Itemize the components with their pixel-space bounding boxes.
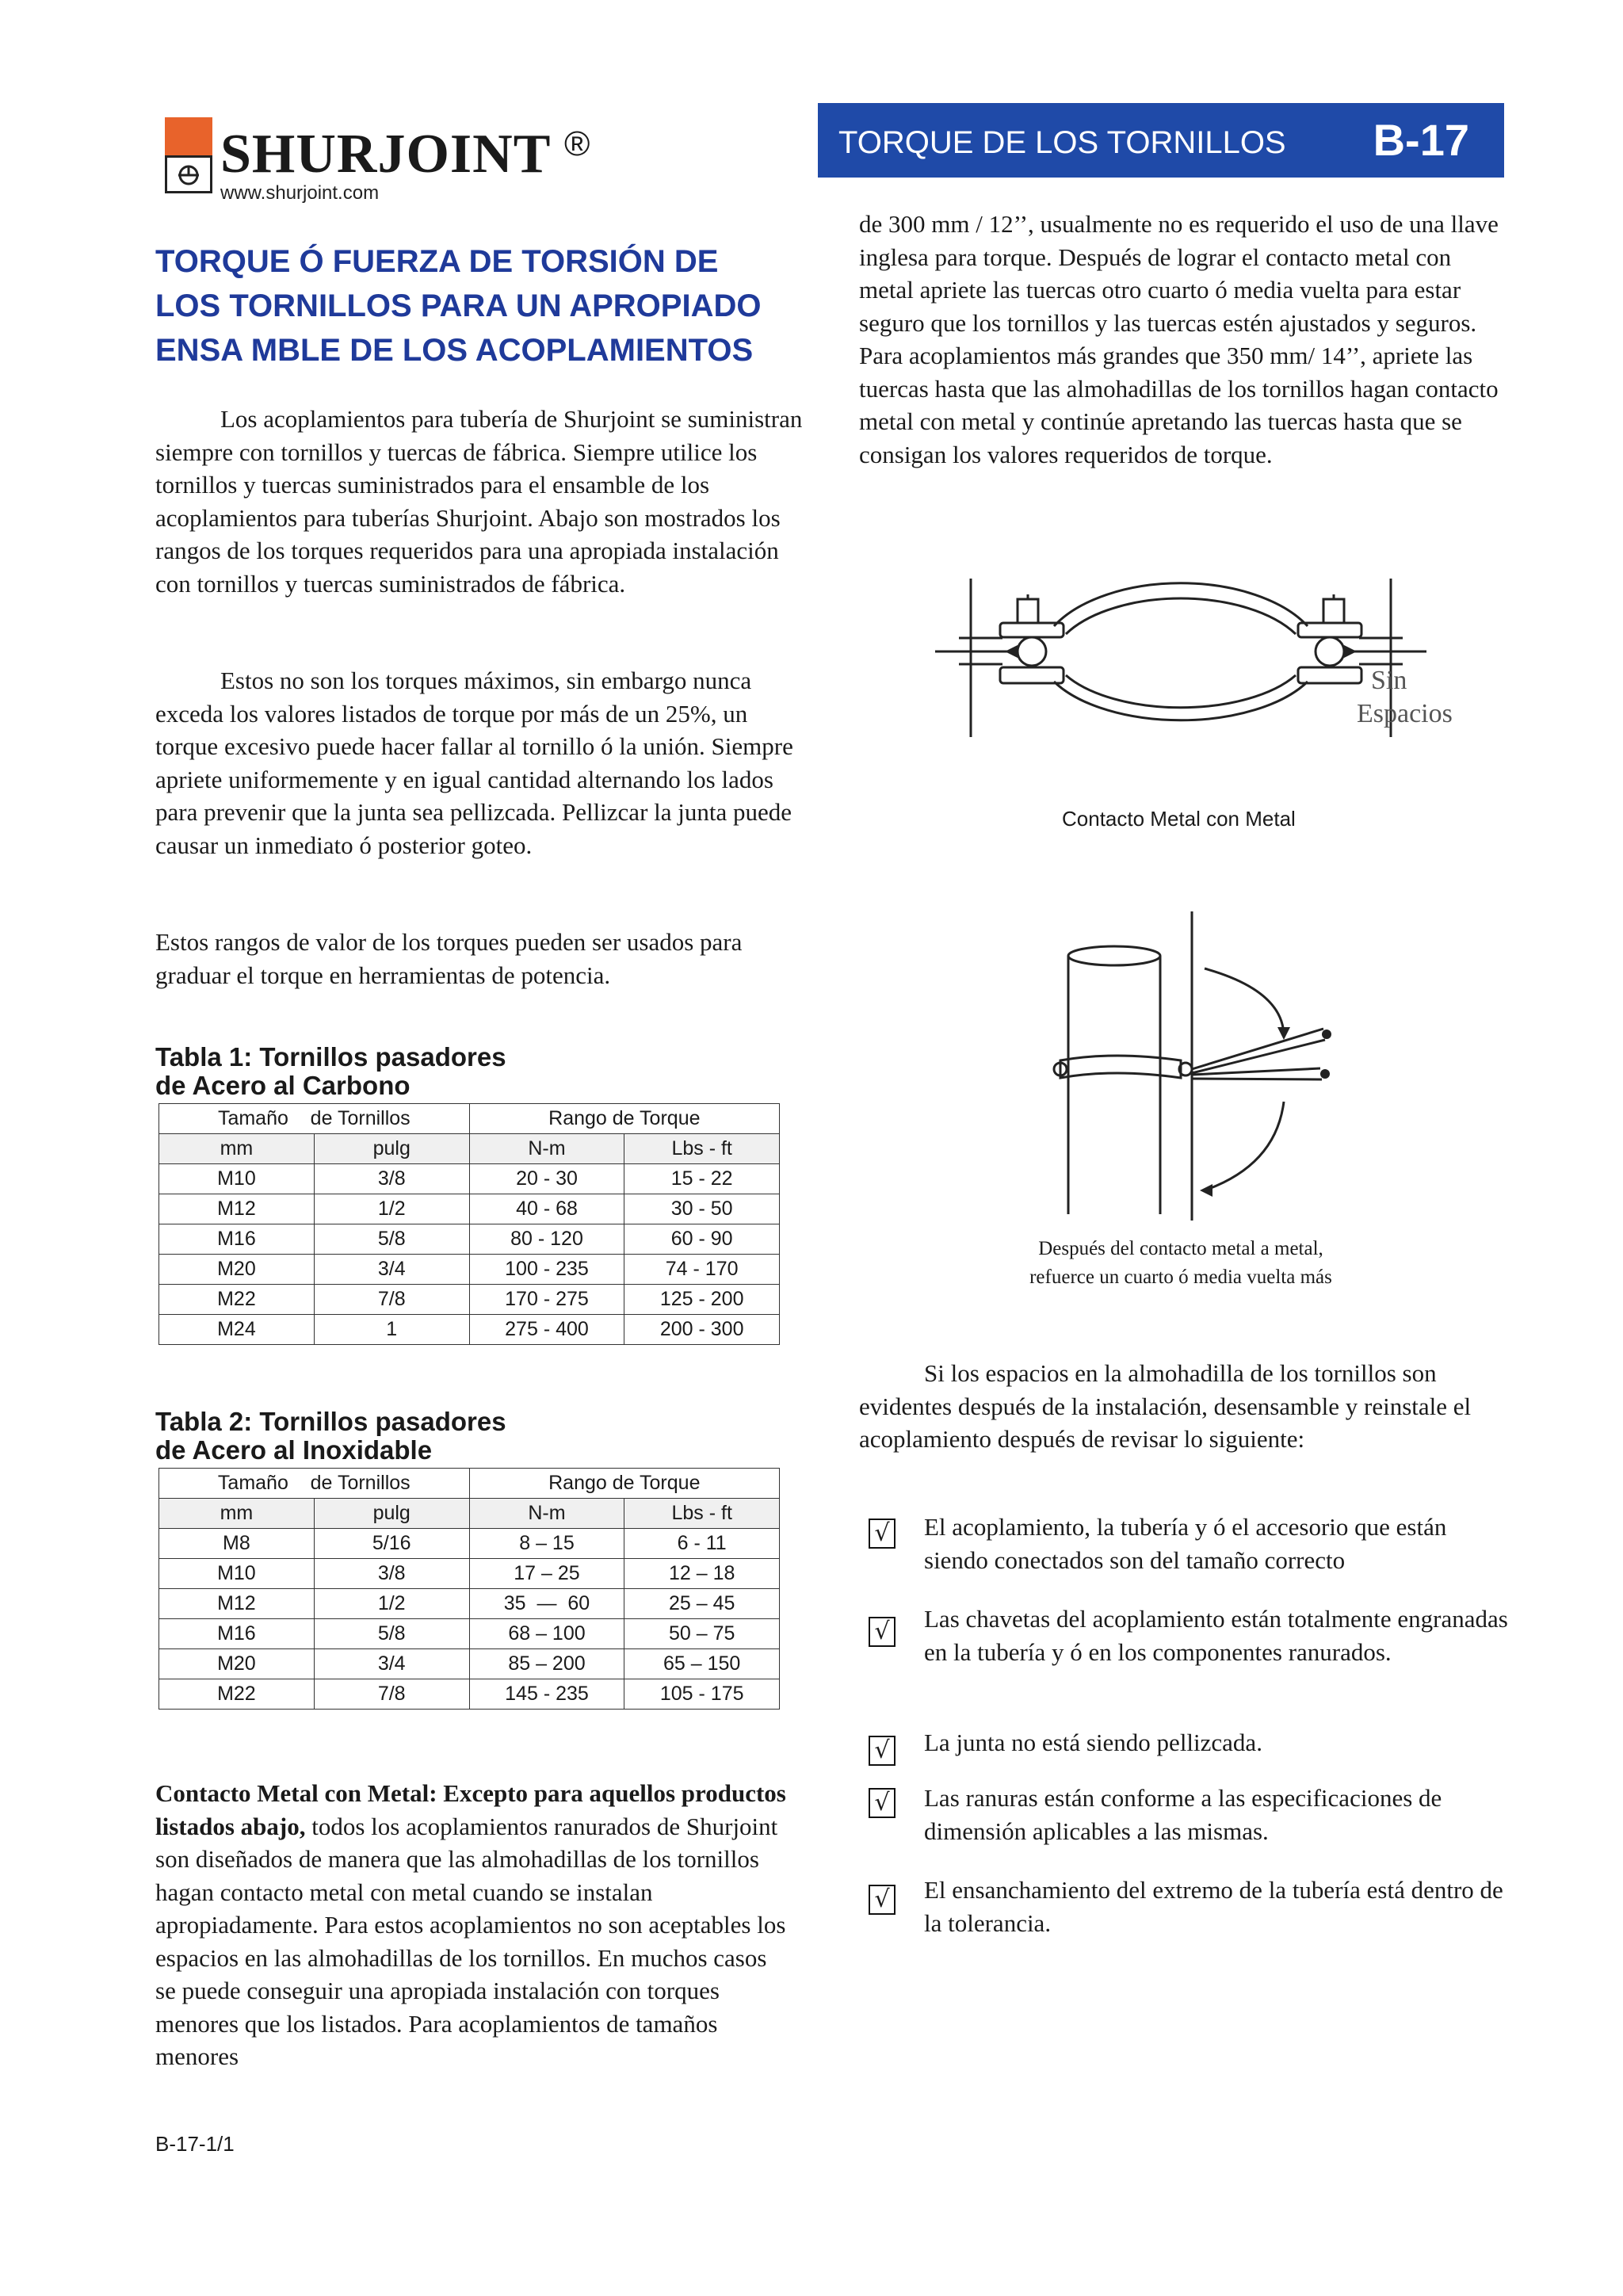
checkbox-icon: √ [869,1885,896,1915]
table2-group-header: Tamaño de Tornillos [159,1469,470,1499]
figure2-caption-line-1: Después del contacto metal a metal, [1038,1238,1323,1259]
table2-group-header: Rango de Torque [469,1469,779,1499]
table-row [159,1164,780,1194]
table-row [159,1255,780,1285]
table-cell: M16 [159,1224,315,1255]
checklist-item: El acoplamiento, la tubería y ó el accesorio que están siendo conectados son del tamaño correcto [924,1513,1447,1574]
table-cell: 65 – 150 [624,1649,780,1679]
table-cell: 15 - 22 [624,1164,780,1194]
checklist-item: La junta no está siendo pellizcada. [924,1729,1262,1756]
intro-paragraph: Los acoplamientos para tubería de Shurjoint se suministran siempre con tornillos y tuercas de fábrica. Siempre utilice los tornillos y tuercas suministrados para el ensamble de los acoplamientos para tuberías Shurjoint. Abajo son mostrados los rangos de los torques requeridos para una apropiada instalación con tornillos y tuercas suministrados de fábrica. [155,405,803,598]
checklist-item: Las ranuras están conforme a las especificaciones de dimensión aplicables a las mismas. [924,1784,1442,1845]
table-cell: M20 [159,1649,315,1679]
checkbox-icon: √ [869,1736,896,1766]
page-heading [155,239,829,372]
power-tool-paragraph: Estos rangos de valor de los torques pueden ser usados para graduar el torque en herramientas de potencia. [155,928,743,989]
table-cell: M22 [159,1679,315,1710]
table-cell: 85 – 200 [469,1649,624,1679]
no-gap-label-line-1: Sin [1371,666,1407,695]
table-cell: 30 - 50 [624,1194,780,1224]
heading-line-2: LOS TORNILLOS PARA UN APROPIADO [155,288,762,323]
table-cell: 145 - 235 [469,1679,624,1710]
table-cell: 7/8 [314,1679,469,1710]
figure1-caption: Contacto Metal con Metal [1062,807,1296,831]
table-cell: 17 – 25 [469,1559,624,1589]
table-row [159,1315,780,1345]
table2-col-header: mm [159,1499,315,1529]
table-cell: M10 [159,1164,315,1194]
metal-contact-lead: Contacto Metal con Metal: Excepto para aquellos productos listados abajo, [155,1779,786,1840]
table-cell: 3/4 [314,1649,469,1679]
table-cell: 105 - 175 [624,1679,780,1710]
table-cell: M24 [159,1315,315,1345]
table-cell: 1/2 [314,1589,469,1619]
table-cell: M10 [159,1559,315,1589]
table-cell: 100 - 235 [469,1255,624,1285]
table-cell: M12 [159,1194,315,1224]
table-row [159,1559,780,1589]
table1-title-line-2: de Acero al Carbono [155,1071,411,1100]
table-cell: 80 - 120 [469,1224,624,1255]
table-cell: 3/4 [314,1255,469,1285]
gap-check-paragraph: Si los espacios en la almohadilla de los tornillos son evidentes después de la instalación, desensamble y reinstale el acoplamiento después de revisar lo siguiente: [859,1359,1472,1453]
section-header-bar [818,103,1504,178]
table-cell: 5/16 [314,1529,469,1559]
table-cell: M22 [159,1285,315,1315]
table-cell: 1 [314,1315,469,1345]
registered-mark: ® [564,124,590,163]
checklist-item: El ensanchamiento del extremo de la tubería está dentro de la tolerancia. [924,1876,1503,1937]
table1-carbon-steel [158,1103,780,1345]
table-cell: 40 - 68 [469,1194,624,1224]
table1-title [155,1043,506,1100]
table2-col-header: Lbs - ft [624,1499,780,1529]
table-cell: M12 [159,1589,315,1619]
section-title: TORQUE DE LOS TORNILLOS [838,125,1286,160]
right-continuation-paragraph: de 300 mm / 12’’, usualmente no es requerido el uso de una llave inglesa para torque. Después de lograr el contacto metal con metal apriete las tuercas otro cuarto ó media vuelta para estar seguro que los tornillos y las tuercas estén ajustados y seguros. Para acoplamientos más grandes que 350 mm/ 14’’, apriete las tuercas hasta que las almohadillas de los tornillos hagan contacto metal con metal y continúe apretando las tuercas hasta que se consigan los valores requeridos de torque. [859,210,1499,468]
page-number: B-17-1/1 [155,2132,235,2156]
table1-group-header: Tamaño de Tornillos [159,1104,470,1134]
table-row [159,1619,780,1649]
table-cell: M8 [159,1529,315,1559]
table-row [159,1649,780,1679]
section-code: B-17 [1373,115,1469,165]
table-cell: 3/8 [314,1559,469,1589]
heading-line-3: ENSA MBLE DE LOS ACOPLAMIENTOS [155,333,754,368]
figure2-caption-line-2: refuerce un cuarto ó media vuelta más [1029,1266,1332,1288]
table-cell: 8 – 15 [469,1529,624,1559]
table2-stainless-steel [158,1468,780,1710]
table-cell: 35 ― 60 [469,1589,624,1619]
warning-paragraph: Estos no son los torques máximos, sin embargo nunca exceda los valores listados de torque por más de un 25%, un torque excesivo puede hacer fallar al tornillo ó la unión. Siempre apriete uniformemente y en igual cantidad alternando los lados para prevenir que la junta sea pellizcada. Pellizcar la junta puede causar un inmediato ó posterior goteo. [155,667,793,859]
pipe-wrench-diagram [1038,904,1371,1221]
table-cell: 5/8 [314,1224,469,1255]
table-cell: 5/8 [314,1619,469,1649]
table-cell: 60 - 90 [624,1224,780,1255]
table-cell: M16 [159,1619,315,1649]
table-cell: 68 – 100 [469,1619,624,1649]
logo-mark [165,117,212,193]
figure2-caption [975,1235,1387,1292]
table2-col-header: N-m [469,1499,624,1529]
heading-line-1: TORQUE Ó FUERZA DE TORSIÓN DE [155,244,719,279]
table2-col-header: pulg [314,1499,469,1529]
brand-url: www.shurjoint.com [220,182,380,204]
table-cell: 7/8 [314,1285,469,1315]
table1-title-line-1: Tabla 1: Tornillos pasadores [155,1042,506,1072]
table-row [159,1285,780,1315]
table-cell: 3/8 [314,1164,469,1194]
table2-title [155,1408,506,1465]
table-row [159,1529,780,1559]
checkbox-icon: √ [869,1617,896,1647]
table1-col-header: mm [159,1134,315,1164]
table-row [159,1194,780,1224]
metal-contact-paragraph [155,1777,789,2073]
logo-symbol-icon [167,158,210,191]
table2-title-line-2: de Acero al Inoxidable [155,1435,433,1465]
table-cell: 200 - 300 [624,1315,780,1345]
checkbox-icon: √ [869,1519,896,1549]
table1-col-header: pulg [314,1134,469,1164]
table1-col-header: Lbs - ft [624,1134,780,1164]
checklist-item: Las chavetas del acoplamiento están totalmente engranadas en la tubería y ó en los componentes ranurados. [924,1605,1508,1666]
no-gap-label [1357,664,1453,731]
table-cell: 125 - 200 [624,1285,780,1315]
table-cell: 12 – 18 [624,1559,780,1589]
table-cell: 275 - 400 [469,1315,624,1345]
table-row [159,1589,780,1619]
table2-title-line-1: Tabla 2: Tornillos pasadores [155,1407,506,1436]
table-row [159,1679,780,1710]
table1-group-header: Rango de Torque [469,1104,779,1134]
table-cell: 25 – 45 [624,1589,780,1619]
table-row [159,1224,780,1255]
brand-name: SHURJOINT [220,124,552,185]
checkbox-icon: √ [869,1788,896,1818]
table1-col-header: N-m [469,1134,624,1164]
table-cell: 20 - 30 [469,1164,624,1194]
table-cell: M20 [159,1255,315,1285]
table-cell: 74 - 170 [624,1255,780,1285]
table-cell: 6 - 11 [624,1529,780,1559]
table-cell: 170 - 275 [469,1285,624,1315]
no-gap-label-line-2: Espacios [1357,699,1453,728]
table-cell: 1/2 [314,1194,469,1224]
metal-contact-body: todos los acoplamientos ranurados de Shurjoint son diseñados de manera que las almohadillas de los tornillos hagan contacto metal con metal cuando se instalan apropiadamente. Para estos acoplamientos no son aceptables los espacios en las almohadillas de los tornillos. En muchos casos se puede conseguir una apropiada instalación con torques menores que los listados. Para acoplamientos de tamaños menores [155,1812,786,2070]
table-cell: 50 – 75 [624,1619,780,1649]
